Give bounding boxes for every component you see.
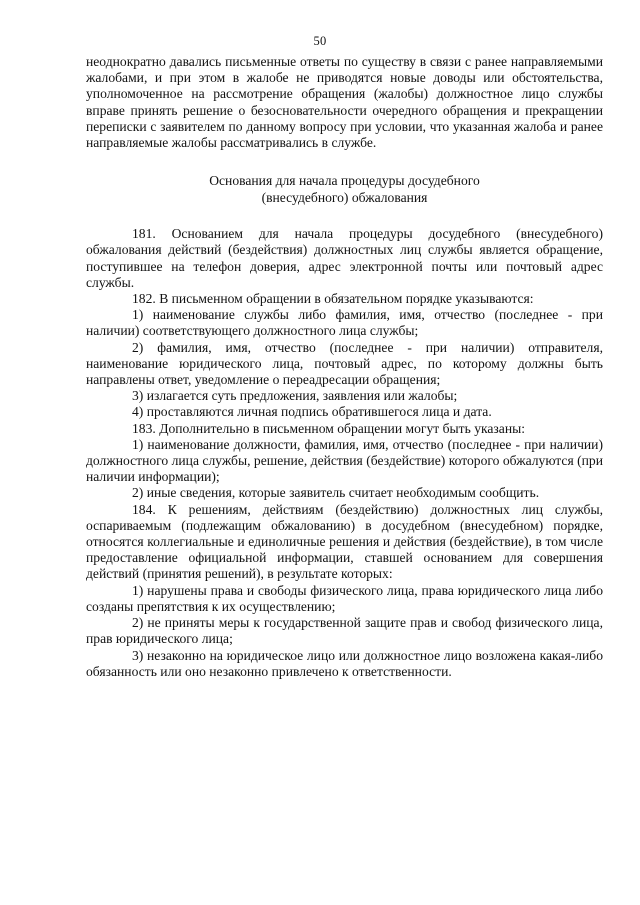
list-item-184-1: 1) нарушены права и свободы физического лица, права юридического лица либо созданы препятствия к их осуществлению; [86, 582, 603, 614]
list-item-182-1: 1) наименование службы либо фамилия, имя, отчество (последнее - при наличии) соответствующего должностного лица службы; [86, 307, 603, 339]
list-item-184-3: 3) незаконно на юридическое лицо или должностное лицо возложена какая-либо обязанность или оно незаконно привлечено к ответственности. [86, 647, 603, 679]
list-item-183-1: 1) наименование должности, фамилия, имя, отчество (последнее - при наличии) должностного лица службы, решение, действия (бездействие) которого обжалуются (при наличии информации); [86, 436, 603, 485]
section-heading [86, 173, 603, 206]
paragraph-184: 184. К решениям, действиям (бездействию) должностных лиц службы, оспариваемым (подлежащим обжалованию) в досудебном (внесудебном) порядке, относятся коллегиальные и единоличные решения и действия (бездействие), в том числе предоставление официальной информации, ставшей основанием для совершения действий (принятия решений), в результате которых: [86, 501, 603, 582]
page-number: 50 [313, 34, 327, 48]
paragraph-183: 183. Дополнительно в письменном обращении могут быть указаны: [132, 420, 526, 436]
paragraph-182: 182. В письменном обращении в обязательном порядке указываются: [132, 291, 534, 307]
intro-paragraph: неоднократно давались письменные ответы по существу в связи с ранее направляемыми жалобами, и при этом в жалобе не приводятся новые доводы или обстоятельства, уполномоченное на рассмотрение обращения (жалобы) должностное лицо службы вправе принять решение о безосновательности очередного обращения и прекращении переписки с заявителем по данному вопросу при условии, что указанная жалоба и ранее направляемые жалобы рассматривались в службе. [86, 54, 603, 151]
document-body [86, 54, 603, 680]
list-item-183-2: 2) иные сведения, которые заявитель считает необходимым сообщить. [132, 485, 540, 501]
section-heading-line-2: (внесудебного) обжалования [261, 189, 428, 205]
paragraph-181: 181. Основанием для начала процедуры досудебного (внесудебного) обжалования действий (бездействия) должностных лиц службы является обращение, поступившее на телефон доверия, адрес электронной почты или почтовый адрес службы. [86, 226, 603, 290]
list-item-182-3: 3) излагается суть предложения, заявления или жалобы; [132, 388, 458, 404]
list-item-182-4: 4) проставляются личная подпись обратившегося лица и дата. [132, 404, 492, 420]
section-heading-line-1: Основания для начала процедуры досудебного [209, 173, 480, 189]
list-item-184-2: 2) не приняты меры к государственной защите прав и свобод физического лица, прав юридического лица; [86, 615, 603, 647]
list-item-182-2: 2) фамилия, имя, отчество (последнее - при наличии) отправителя, наименование юридического лица, почтовый адрес, по которому должны быть направлены ответ, уведомление о переадресации обращения; [86, 339, 603, 388]
